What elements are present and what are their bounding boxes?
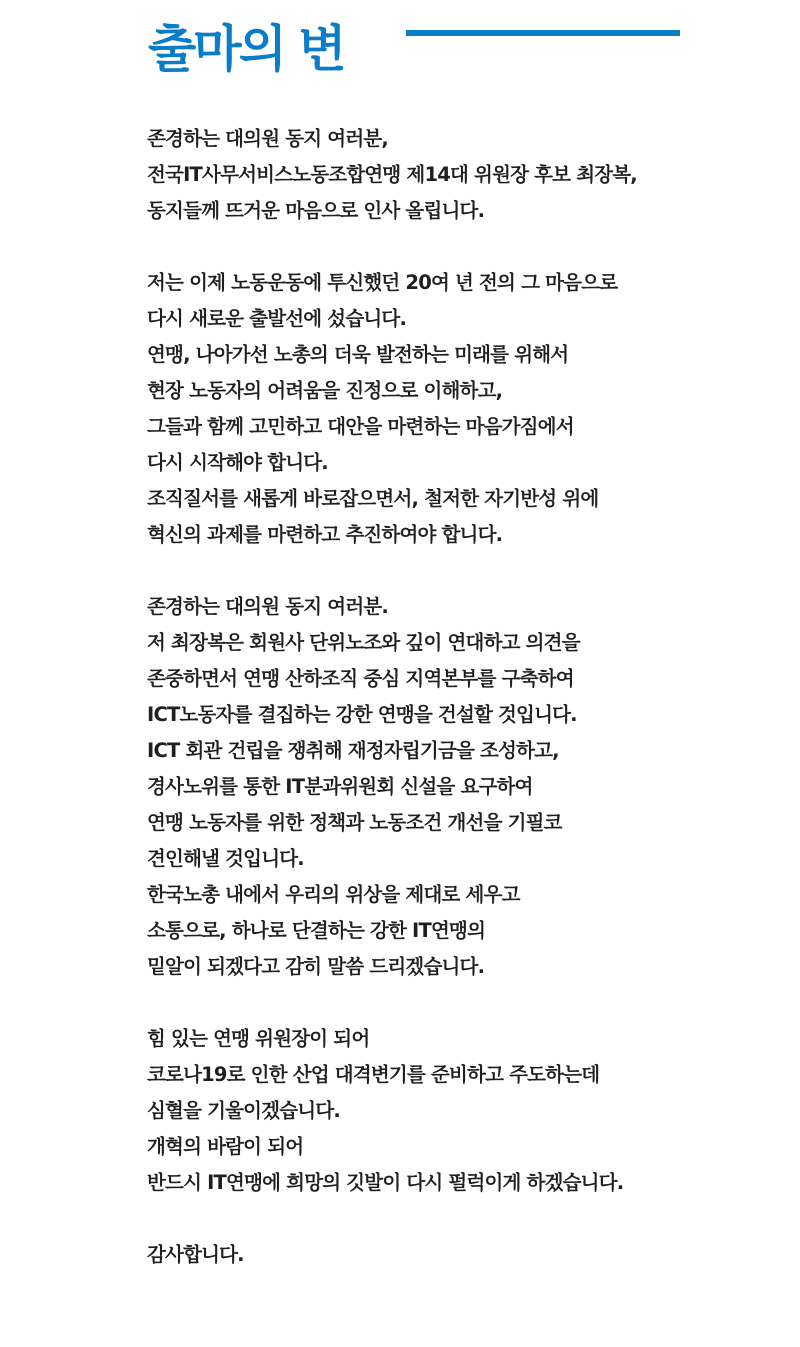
text-line: 조직질서를 새롭게 바로잡으면서, 철저한 자기반성 위에 (147, 487, 599, 510)
text-line: 연맹 노동자를 위한 정책과 노동조건 개선을 기필코 (147, 811, 562, 834)
paragraph-closing (147, 1237, 747, 1273)
text-line: 감사합니다. (147, 1243, 244, 1266)
text-line: 힘 있는 연맹 위원장이 되어 (147, 1027, 370, 1050)
text-line: 경사노위를 통한 IT분과위원회 신설을 요구하여 (147, 775, 533, 798)
text-line: 다시 시작해야 합니다. (147, 451, 328, 474)
text-line: ICT노동자를 결집하는 강한 연맹을 건설할 것입니다. (147, 703, 577, 726)
text-line: 존중하면서 연맹 산하조직 중심 지역본부를 구축하여 (147, 667, 574, 690)
speech-body (147, 121, 747, 1273)
text-line: 반드시 IT연맹에 희망의 깃발이 다시 펄럭이게 하겠습니다. (147, 1171, 624, 1194)
text-line: 존경하는 대의원 동지 여러분, (147, 127, 389, 150)
paragraph-commitment (147, 1021, 747, 1201)
text-line: 견인해낼 것입니다. (147, 847, 304, 870)
paragraph-greeting (147, 121, 747, 229)
text-line: 동지들께 뜨거운 마음으로 인사 올립니다. (147, 199, 485, 222)
text-line: 소통으로, 하나로 단결하는 강한 IT연맹의 (147, 919, 486, 942)
paragraph-resolve (147, 265, 747, 553)
text-line: 존경하는 대의원 동지 여러분. (147, 595, 389, 618)
text-line: 밑알이 되겠다고 감히 말씀 드리겠습니다. (147, 955, 485, 978)
text-line: 혁신의 과제를 마련하고 추진하여야 합니다. (147, 523, 503, 546)
text-line: 현장 노동자의 어려움을 진정으로 이해하고, (147, 379, 503, 402)
text-line: ICT 회관 건립을 쟁취해 재정자립기금을 조성하고, (147, 739, 559, 762)
page-title: 출마의 변 (148, 20, 344, 78)
text-line: 코로나19로 인한 산업 대격변기를 준비하고 주도하는데 (147, 1063, 600, 1086)
title-accent-rule (406, 30, 680, 36)
text-line: 저 최장복은 회원사 단위노조와 깊이 연대하고 의견을 (147, 631, 580, 654)
paragraph-pledges (147, 589, 747, 985)
text-line: 한국노총 내에서 우리의 위상을 제대로 세우고 (147, 883, 520, 906)
header (148, 14, 683, 84)
text-line: 저는 이제 노동운동에 투신했던 20여 년 전의 그 마음으로 (147, 271, 618, 294)
text-line: 다시 새로운 출발선에 섰습니다. (147, 307, 407, 330)
text-line: 심혈을 기울이겠습니다. (147, 1099, 340, 1122)
text-line: 그들과 함께 고민하고 대안을 마련하는 마음가짐에서 (147, 415, 574, 438)
text-line: 연맹, 나아가선 노총의 더욱 발전하는 미래를 위해서 (147, 343, 569, 366)
text-line: 개혁의 바람이 되어 (147, 1135, 304, 1158)
text-line: 전국IT사무서비스노동조합연맹 제14대 위원장 후보 최장복, (147, 163, 637, 186)
